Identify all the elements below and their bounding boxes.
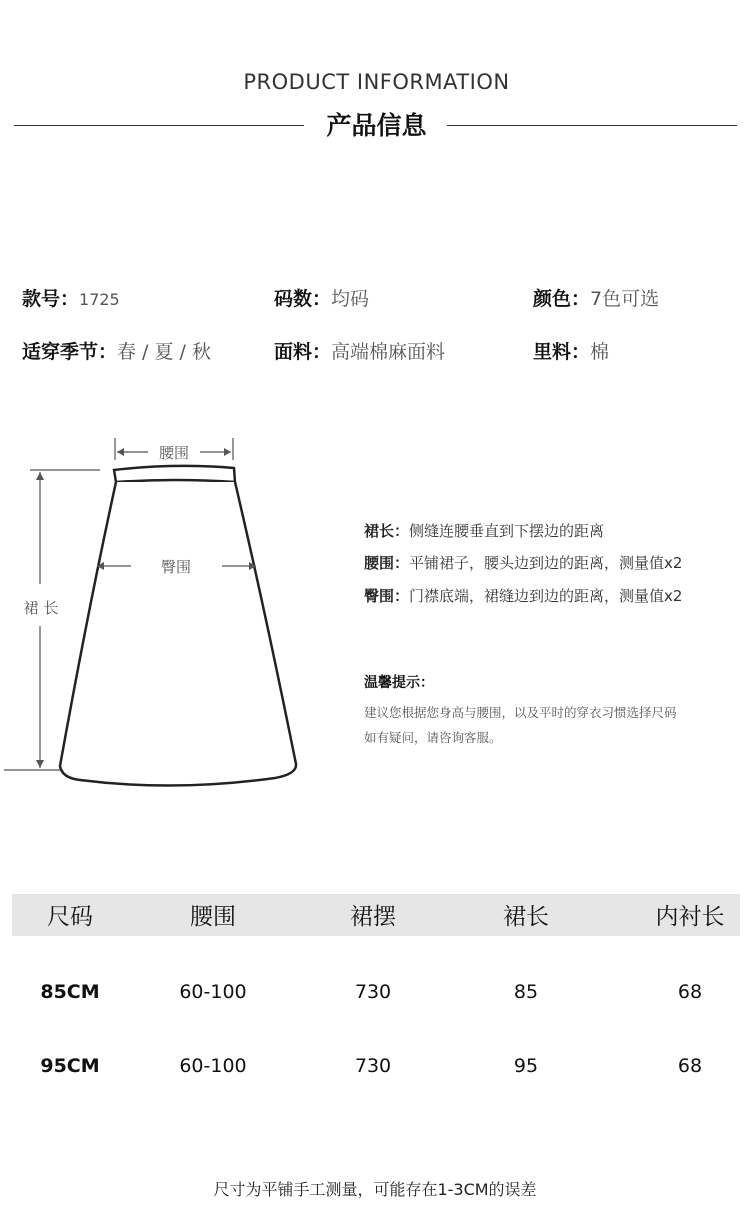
desc-label: 臀围：: [364, 587, 410, 605]
arrowhead-up-icon: [36, 472, 44, 480]
desc-hip: [364, 585, 682, 606]
waist-label: 腰围: [158, 444, 190, 462]
spec-value: 1725: [79, 290, 120, 309]
header-title-cn: 产品信息: [326, 111, 427, 140]
spec-color: [533, 284, 659, 311]
table-header-waist: 腰围: [190, 904, 236, 930]
spec-lining: [533, 337, 609, 364]
header-divider-right: [447, 125, 737, 126]
desc-label: 裙长：: [364, 522, 410, 540]
arrowhead-left-icon: [117, 448, 124, 456]
spec-value: 均码: [331, 288, 370, 310]
spec-value: 7色可选: [590, 288, 660, 310]
desc-waist: [364, 552, 682, 573]
spec-label: 适穿季节：: [22, 341, 118, 363]
tip-title: 温馨提示：: [364, 675, 434, 691]
skirt-diagram: [0, 430, 340, 790]
table-header-lining: 内衬长: [655, 904, 725, 930]
desc-length: [364, 520, 604, 541]
measurement-footnote: 尺寸为平铺手工测量，可能存在1-3CM的误差: [213, 1180, 537, 1199]
skirt-outline: [60, 482, 296, 786]
table-cell: 730: [354, 1055, 392, 1077]
spec-value: 棉: [590, 341, 610, 363]
hip-label: 臀围: [160, 558, 192, 576]
arrowhead-right-icon: [224, 448, 231, 456]
desc-text: 门襟底端，裙缝边到边的距离，测量值x2: [409, 587, 683, 605]
spec-value: 春 / 夏 / 秋: [117, 341, 211, 363]
spec-fabric: [274, 337, 445, 364]
table-cell: 95: [513, 1055, 539, 1077]
table-header-length: 裙长: [503, 904, 549, 930]
table-cell: 85: [513, 981, 539, 1003]
spec-label: 颜色：: [533, 288, 591, 310]
table-cell: 60-100: [179, 1055, 247, 1077]
length-label: 裙 长: [23, 599, 59, 617]
tip-line: 如有疑问，请咨询客服。: [364, 730, 502, 745]
table-cell: 730: [354, 981, 392, 1003]
table-header-size: 尺码: [47, 904, 93, 930]
table-cell: 68: [677, 1055, 703, 1077]
spec-style-number: [22, 284, 120, 311]
spec-size: [274, 284, 369, 311]
spec-label: 款号：: [22, 288, 80, 310]
desc-label: 腰围：: [364, 554, 410, 572]
tip-line: 建议您根据您身高与腰围，以及平时的穿衣习惯选择尺码: [364, 705, 677, 720]
spec-label: 码数：: [274, 288, 332, 310]
table-cell: 68: [677, 981, 703, 1003]
desc-text: 平铺裙子，腰头边到边的距离，测量值x2: [409, 554, 683, 572]
spec-label: 里料：: [533, 341, 591, 363]
header-title-en: PRODUCT INFORMATION: [243, 70, 510, 94]
table-cell: 95CM: [40, 1055, 100, 1077]
desc-text: 侧缝连腰垂直到下摆边的距离: [409, 522, 605, 540]
spec-label: 面料：: [274, 341, 332, 363]
arrowhead-down-icon: [36, 760, 44, 768]
table-cell: 85CM: [40, 981, 100, 1003]
spec-season: [22, 337, 211, 364]
skirt-waistband: [114, 466, 235, 482]
table-cell: 60-100: [179, 981, 247, 1003]
table-header-hem: 裙摆: [350, 904, 396, 930]
spec-value: 高端棉麻面料: [331, 341, 446, 363]
